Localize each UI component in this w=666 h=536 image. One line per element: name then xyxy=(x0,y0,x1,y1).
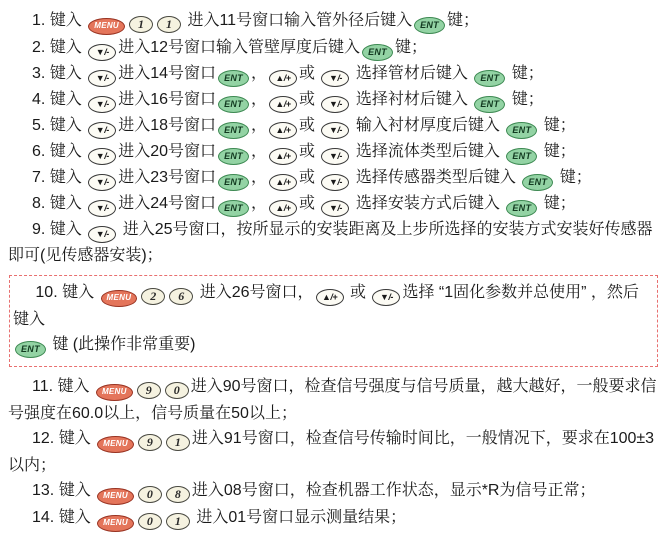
step-5-text: 键； xyxy=(539,117,576,134)
step-12-text: 进入91号窗口，检查信号传输时间比，一般情况下，要求在100±3 xyxy=(191,430,655,447)
key-up-icon: ▲/+ xyxy=(269,148,297,165)
key-ent-icon: ENT xyxy=(506,200,537,217)
step-4-text: ， xyxy=(250,91,267,108)
step-8 xyxy=(8,191,658,217)
key-9-icon: 9 xyxy=(138,434,162,451)
key-down-icon: ▼/- xyxy=(321,70,349,87)
step-4-text: 选择衬材后键入 xyxy=(351,91,473,108)
step-2-text: 进入12号窗口输入管壁厚度后键入 xyxy=(118,39,361,56)
step-5-text: ， xyxy=(250,117,267,134)
key-9-icon: 9 xyxy=(137,382,161,399)
step-10 xyxy=(13,280,652,358)
step-6-text: 键； xyxy=(539,143,576,160)
step-2 xyxy=(8,35,658,61)
step-10-text: 10. 键入 xyxy=(35,284,99,301)
step-6-text: 进入20号窗口 xyxy=(118,143,217,160)
step-14 xyxy=(8,505,658,532)
key-ent-icon: ENT xyxy=(218,122,249,139)
key-ent-icon: ENT xyxy=(522,174,553,191)
key-ent-icon: ENT xyxy=(474,96,505,113)
key-down-icon: ▼/- xyxy=(88,200,116,217)
step-14-text: 14. 键入 xyxy=(32,509,96,526)
step-6-text: 6. 键入 xyxy=(32,143,87,160)
step-11-text: 号强度在60.0以上，信号质量在50以上； xyxy=(8,405,297,422)
step-4-text: 4. 键入 xyxy=(32,91,87,108)
key-down-icon: ▼/- xyxy=(88,44,116,61)
step-11 xyxy=(8,374,658,426)
key-1-icon: 1 xyxy=(166,513,190,530)
step-8-text: 或 xyxy=(298,195,320,212)
key-up-icon: ▲/+ xyxy=(269,200,297,217)
step-8-text: 进入24号窗口 xyxy=(118,195,217,212)
key-up-icon: ▲/+ xyxy=(269,70,297,87)
key-menu-icon: MENU xyxy=(88,18,125,35)
key-ent-icon: ENT xyxy=(506,122,537,139)
step-9 xyxy=(8,217,658,268)
step-9-text: 即可(见传感器安装)； xyxy=(8,247,163,264)
key-ent-icon: ENT xyxy=(218,96,249,113)
key-menu-icon: MENU xyxy=(101,290,138,307)
key-down-icon: ▼/- xyxy=(372,289,400,306)
key-down-icon: ▼/- xyxy=(321,148,349,165)
step-7-text: 7. 键入 xyxy=(32,169,87,186)
step-10-text: 或 xyxy=(345,284,371,301)
step-4-text: 或 xyxy=(298,91,320,108)
step-10-text: 进入26号窗口， xyxy=(195,284,314,301)
key-0-icon: 0 xyxy=(138,513,162,530)
step-10-text: 键 (此操作非常重要) xyxy=(47,336,196,353)
key-1-icon: 1 xyxy=(157,16,181,33)
step-11-text: 进入90号窗口，检查信号强度与信号质量，越大越好，一般要求信 xyxy=(190,378,657,395)
step-2-text: 键； xyxy=(394,39,427,56)
step-7-text: 或 xyxy=(298,169,320,186)
step-7-text: 选择传感器类型后键入 xyxy=(351,169,521,186)
step-5-text: 5. 键入 xyxy=(32,117,87,134)
key-ent-icon: ENT xyxy=(218,174,249,191)
key-down-icon: ▼/- xyxy=(88,122,116,139)
key-0-icon: 0 xyxy=(165,382,189,399)
step-10-text: 选择 “1固化参数并总使用” ，然后键入 xyxy=(13,284,639,328)
step-8-text: 选择安装方式后键入 xyxy=(351,195,505,212)
key-down-icon: ▼/- xyxy=(321,200,349,217)
key-down-icon: ▼/- xyxy=(321,122,349,139)
key-menu-icon: MENU xyxy=(97,488,134,505)
key-down-icon: ▼/- xyxy=(88,226,116,243)
step-3 xyxy=(8,61,658,87)
key-1-icon: 1 xyxy=(166,434,190,451)
key-down-icon: ▼/- xyxy=(321,174,349,191)
step-2-text: 2. 键入 xyxy=(32,39,87,56)
important-step-highlight-box xyxy=(9,275,658,367)
step-6-text: 或 xyxy=(298,143,320,160)
step-12 xyxy=(8,426,658,478)
step-1-text: 1. 键入 xyxy=(32,12,87,29)
step-3-text: 进入14号窗口 xyxy=(118,65,217,82)
step-13-text: 进入08号窗口，检查机器工作状态，显示*R为信号正常； xyxy=(191,482,596,499)
step-11-text: 11. 键入 xyxy=(32,378,94,395)
step-1 xyxy=(8,8,658,35)
step-8-text: ， xyxy=(250,195,267,212)
key-up-icon: ▲/+ xyxy=(269,174,297,191)
step-9-text: 9. 键入 xyxy=(32,221,87,238)
key-1-icon: 1 xyxy=(129,16,153,33)
step-8-text: 8. 键入 xyxy=(32,195,87,212)
key-ent-icon: ENT xyxy=(506,148,537,165)
key-menu-icon: MENU xyxy=(97,515,134,532)
step-1-text: 进入11号窗口输入管外径后键入 xyxy=(183,12,413,29)
step-5-text: 或 xyxy=(298,117,320,134)
key-menu-icon: MENU xyxy=(97,436,134,453)
step-4-text: 进入16号窗口 xyxy=(118,91,217,108)
step-5-text: 进入18号窗口 xyxy=(118,117,217,134)
key-0-icon: 0 xyxy=(138,486,162,503)
key-ent-icon: ENT xyxy=(218,148,249,165)
key-ent-icon: ENT xyxy=(15,341,46,358)
key-ent-icon: ENT xyxy=(218,70,249,87)
key-down-icon: ▼/- xyxy=(88,96,116,113)
step-13 xyxy=(8,478,658,505)
key-down-icon: ▼/- xyxy=(88,148,116,165)
step-5-text: 输入衬材厚度后键入 xyxy=(351,117,505,134)
step-8-text: 键； xyxy=(539,195,576,212)
step-3-text: 键； xyxy=(507,65,544,82)
step-6-text: 选择流体类型后键入 xyxy=(351,143,505,160)
step-3-text: ， xyxy=(250,65,267,82)
step-4 xyxy=(8,87,658,113)
step-3-text: 选择管材后键入 xyxy=(351,65,473,82)
key-ent-icon: ENT xyxy=(414,17,445,34)
step-9-text: 进入25号窗口，按所显示的安装距离及上步所选择的安装方式安装好传感器 xyxy=(118,221,653,238)
key-down-icon: ▼/- xyxy=(321,96,349,113)
step-3-text: 或 xyxy=(298,65,320,82)
step-4-text: 键； xyxy=(507,91,544,108)
step-6-text: ， xyxy=(250,143,267,160)
key-up-icon: ▲/+ xyxy=(269,96,297,113)
step-7 xyxy=(8,165,658,191)
step-7-text: ， xyxy=(250,169,267,186)
step-7-text: 进入23号窗口 xyxy=(118,169,217,186)
key-8-icon: 8 xyxy=(166,486,190,503)
key-down-icon: ▼/- xyxy=(88,70,116,87)
key-ent-icon: ENT xyxy=(218,200,249,217)
step-1-text: 键； xyxy=(446,12,479,29)
step-3-text: 3. 键入 xyxy=(32,65,87,82)
step-6 xyxy=(8,139,658,165)
key-up-icon: ▲/+ xyxy=(316,289,344,306)
step-12-text: 以内； xyxy=(8,457,57,474)
step-14-text: 进入01号窗口显示测量结果； xyxy=(191,509,407,526)
key-2-icon: 2 xyxy=(141,288,165,305)
key-menu-icon: MENU xyxy=(96,384,133,401)
key-down-icon: ▼/- xyxy=(88,174,116,191)
key-6-icon: 6 xyxy=(169,288,193,305)
step-5 xyxy=(8,113,658,139)
step-12-text: 12. 键入 xyxy=(32,430,96,447)
key-ent-icon: ENT xyxy=(474,70,505,87)
key-up-icon: ▲/+ xyxy=(269,122,297,139)
key-ent-icon: ENT xyxy=(362,44,393,61)
step-13-text: 13. 键入 xyxy=(32,482,96,499)
step-7-text: 键； xyxy=(555,169,592,186)
